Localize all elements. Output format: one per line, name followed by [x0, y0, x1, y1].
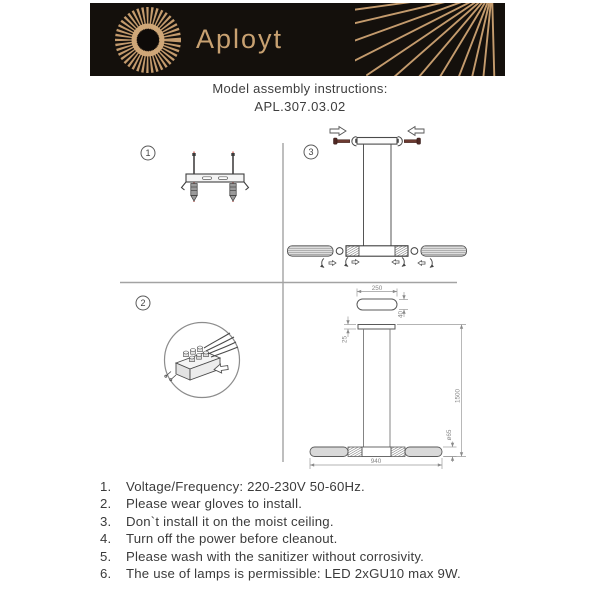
step2-number: 2 — [140, 298, 146, 309]
instruction-number: 3. — [100, 513, 112, 529]
step3-number: 3 — [308, 147, 314, 158]
instruction-number: 4. — [100, 531, 112, 547]
instruction-item — [100, 478, 560, 495]
grid-dividers — [120, 143, 457, 462]
step3-assembly-diagram — [288, 127, 467, 268]
step2-wiring-diagram — [136, 296, 240, 398]
instruction-item — [100, 495, 560, 512]
dim-canopy-depth: 40 — [397, 310, 405, 318]
instruction-item — [100, 548, 560, 565]
slide-arrow-icon — [329, 260, 425, 266]
instruction-number: 6. — [100, 566, 112, 582]
step1-bracket-diagram — [141, 146, 249, 202]
instruction-item — [100, 565, 560, 582]
dimension-drawing — [310, 285, 466, 469]
wall-anchor — [230, 184, 236, 202]
dim-canopy-width: 250 — [371, 284, 383, 292]
push-arrow-icon — [330, 127, 346, 136]
lamp-shade — [288, 246, 334, 256]
instruction-list — [100, 478, 560, 582]
instruction-text: The use of lamps is permissible: LED 2xGU10 max 9W. — [126, 566, 461, 582]
instruction-number: 1. — [100, 479, 112, 494]
lamp-socket — [336, 248, 343, 255]
instruction-text: Please wash with the sanitizer without corrosivity. — [126, 548, 424, 564]
dim-canopy-height: 25 — [341, 335, 349, 343]
instruction-item — [100, 513, 560, 530]
wall-anchor — [191, 184, 197, 202]
instruction-text: Please wear gloves to install. — [126, 496, 303, 512]
dim-fixture-length: 940 — [370, 458, 382, 465]
instruction-text: Don`t install it on the moist ceiling. — [126, 513, 334, 529]
brand-name: Aployt — [196, 24, 284, 54]
model-number: APL.307.03.02 — [254, 99, 346, 114]
step1-number: 1 — [145, 148, 151, 159]
canopy-screw — [404, 138, 420, 144]
lamp-shade — [421, 246, 467, 256]
instruction-item — [100, 530, 560, 547]
instruction-text: Turn off the power before cleanout. — [126, 531, 338, 547]
push-arrow-icon — [408, 127, 424, 136]
instruction-number: 5. — [100, 548, 112, 564]
page-title: Model assembly instructions: — [212, 81, 388, 96]
lamp-socket — [411, 248, 418, 255]
canopy-screw — [334, 138, 350, 144]
dim-drop-height: 1500 — [454, 388, 462, 404]
instruction-number: 2. — [100, 496, 112, 512]
dim-shade-diameter: ø65 — [446, 429, 453, 441]
rotate-arrow-icon — [322, 258, 433, 268]
instruction-text: Voltage/Frequency: 220-230V 50-60Hz. — [126, 479, 365, 494]
